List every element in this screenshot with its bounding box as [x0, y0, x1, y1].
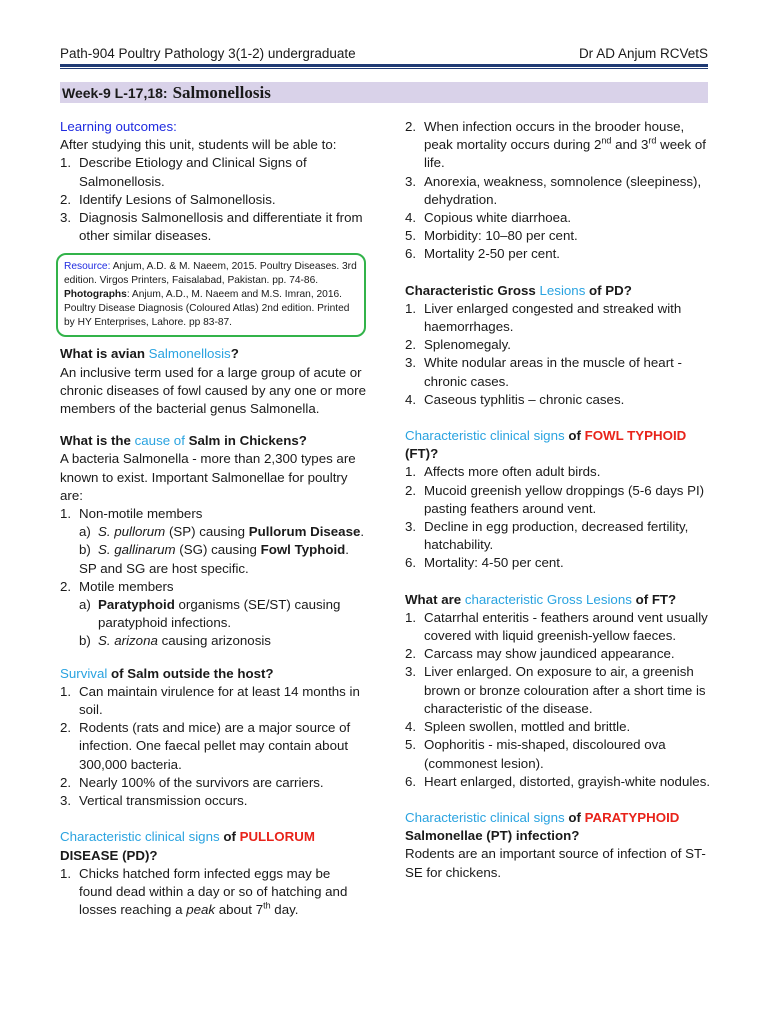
list-item: b) S. gallinarum (SG) causing Fowl Typhoid. [79, 542, 349, 558]
ft-signs-list [405, 463, 715, 572]
ft-lesions-list [405, 609, 715, 791]
list-item: 2. When infection occurs in the brooder house, peak mortality occurs during 2nd and 3rd week of life. [405, 119, 706, 171]
list-item: a) Paratyphoid organisms (SE/ST) causing paratyphoid infections. [79, 597, 341, 631]
list-item: 2. Identify Lesions of Salmonellosis. [60, 191, 276, 207]
list-item: 1. Non-motile members [60, 506, 203, 522]
list-item: 6. Mortality 2-50 per cent. [405, 246, 560, 262]
list-item: 2. Splenomegaly. [405, 337, 511, 353]
question-pullorum-signs: Characteristic clinical signs of PULLORUM DISEASE (PD)? [60, 829, 315, 863]
answer-what-is: An inclusive term used for a large group of acute or chronic diseases of fowl caused by any one or more members of the bacterial genus Salmonella. [60, 364, 366, 417]
list-item: 3. White nodular areas in the muscle of heart - chronic cases. [405, 355, 682, 389]
list-item: 1. Affects more often adult birds. [405, 464, 601, 480]
question-cause: What is the cause of Salm in Chickens? [60, 433, 307, 449]
question-ft-lesions: What are characteristic Gross Lesions of FT? [405, 591, 677, 607]
list-item: 5. Morbidity: 10–80 per cent. [405, 228, 578, 244]
pullorum-signs-list-cont [405, 118, 715, 264]
list-item: 4. Spleen swollen, mottled and brittle. [405, 719, 631, 735]
photographs-label: Photographs [64, 289, 127, 301]
topic-title: Salmonellosis [172, 82, 271, 102]
list-item: b) S. arizona causing arizonosis [79, 633, 271, 649]
author-name: Dr AD Anjum RCVetS [578, 46, 708, 61]
pd-lesions-list [405, 300, 715, 409]
list-item: 1. Can maintain virulence for at least 14 months in soil. [60, 683, 360, 718]
list-item: 6. Heart enlarged, distorted, grayish-white nodules. [405, 773, 711, 789]
list-item: 3. Diagnosis Salmonellosis and differentiate it from other similar diseases. [60, 210, 363, 244]
left-column [60, 118, 366, 919]
list-item: 3. Vertical transmission occurs. [60, 793, 248, 809]
list-item: 1. Describe Etiology and Clinical Signs of Salmonellosis. [60, 155, 307, 189]
resource-box [56, 253, 366, 337]
resource-text: Anjum, A.D. & M. Naeem, 2015. Poultry Diseases. 3rd edition. Virgos Printers, Faisalabad, Pakistan. pp. 74-86. [64, 261, 357, 287]
right-column [405, 118, 715, 882]
list-item: 4. Caseous typhlitis – chronic cases. [405, 391, 625, 407]
list-item: 1. Chicks hatched form infected eggs may be found dead within a day or so of hatching and losses reaching a peak about 7th day. [60, 865, 348, 918]
list-item: 2. Rodents (rats and mice) are a major source of infection. One faecal pellet may contain about 300,000 bacteria. [60, 720, 351, 772]
cause-list [60, 505, 366, 523]
pullorum-signs-list [60, 865, 366, 920]
photographs-text: : Anjum, A.D., M. Naeem and M.S. Imran, 2016. Poultry Disease Diagnosis (Coloured Atlas) 2nd edition. Printed by HY Enterprises, Lahore. pp 83-87. [64, 289, 350, 329]
header-rule-thick [60, 64, 708, 67]
survival-list [60, 683, 366, 810]
question-what-is: What is avian Salmonellosis? [60, 346, 239, 362]
week-title-bar [60, 82, 708, 103]
header-rule-thin [60, 68, 708, 69]
list-item: 4. Copious white diarrhoea. [405, 210, 572, 226]
list-item: 3. Liver enlarged. On exposure to air, a greenish brown or bronze colouration after a short time is characteristic of the disease. [405, 664, 706, 716]
list-item: 3. Decline in egg production, decreased fertility, hatchability. [405, 519, 689, 553]
page-header [60, 46, 708, 61]
list-item: 2. Motile members [60, 578, 174, 594]
host-specific-note: SP and SG are host specific. [79, 560, 249, 576]
list-item: 2. Carcass may show jaundiced appearance. [405, 646, 675, 662]
list-item: 3. Anorexia, weakness, somnolence (sleepiness), dehydration. [405, 173, 702, 207]
week-label: Week-9 L-17,18: [62, 84, 168, 101]
list-item: 2. Nearly 100% of the survivors are carriers. [60, 774, 324, 790]
list-item: a) S. pullorum (SP) causing Pullorum Disease. [79, 524, 365, 540]
course-title: Path-904 Poultry Pathology 3(1-2) undergraduate [60, 46, 356, 61]
resource-label: Resource: [64, 261, 111, 273]
question-pd-lesions: Characteristic Gross Lesions of PD? [405, 282, 632, 298]
answer-pt-signs: Rodents are an important source of infection of ST-SE for chickens. [405, 846, 706, 880]
answer-cause: A bacteria Salmonella - more than 2,300 types are known to exist. Important Salmonellae for poultry are: [60, 451, 356, 503]
list-item: 1. Catarrhal enteritis - feathers around vent usually covered with liquid greenish-yellow faeces. [405, 609, 708, 644]
question-survival: Survival of Salm outside the host? [60, 665, 274, 681]
list-item: 5. Oophoritis - mis-shaped, discoloured ova (commonest lesion). [405, 737, 666, 771]
list-item: 6. Mortality: 4-50 per cent. [405, 555, 564, 571]
learning-outcomes-intro: After studying this unit, students will be able to: [60, 137, 337, 153]
learning-outcomes-heading: Learning outcomes: [60, 119, 177, 134]
list-item: 1. Liver enlarged congested and streaked with haemorrhages. [405, 300, 682, 335]
question-ft-signs: Characteristic clinical signs of FOWL TYPHOID (FT)? [405, 428, 687, 462]
learning-outcomes-list [60, 154, 366, 245]
list-item: 2. Mucoid greenish yellow droppings (5-6 days PI) pasting feathers around vent. [405, 482, 705, 516]
question-pt-signs: Characteristic clinical signs of PARATYPHOID Salmonellae (PT) infection? [405, 809, 680, 844]
